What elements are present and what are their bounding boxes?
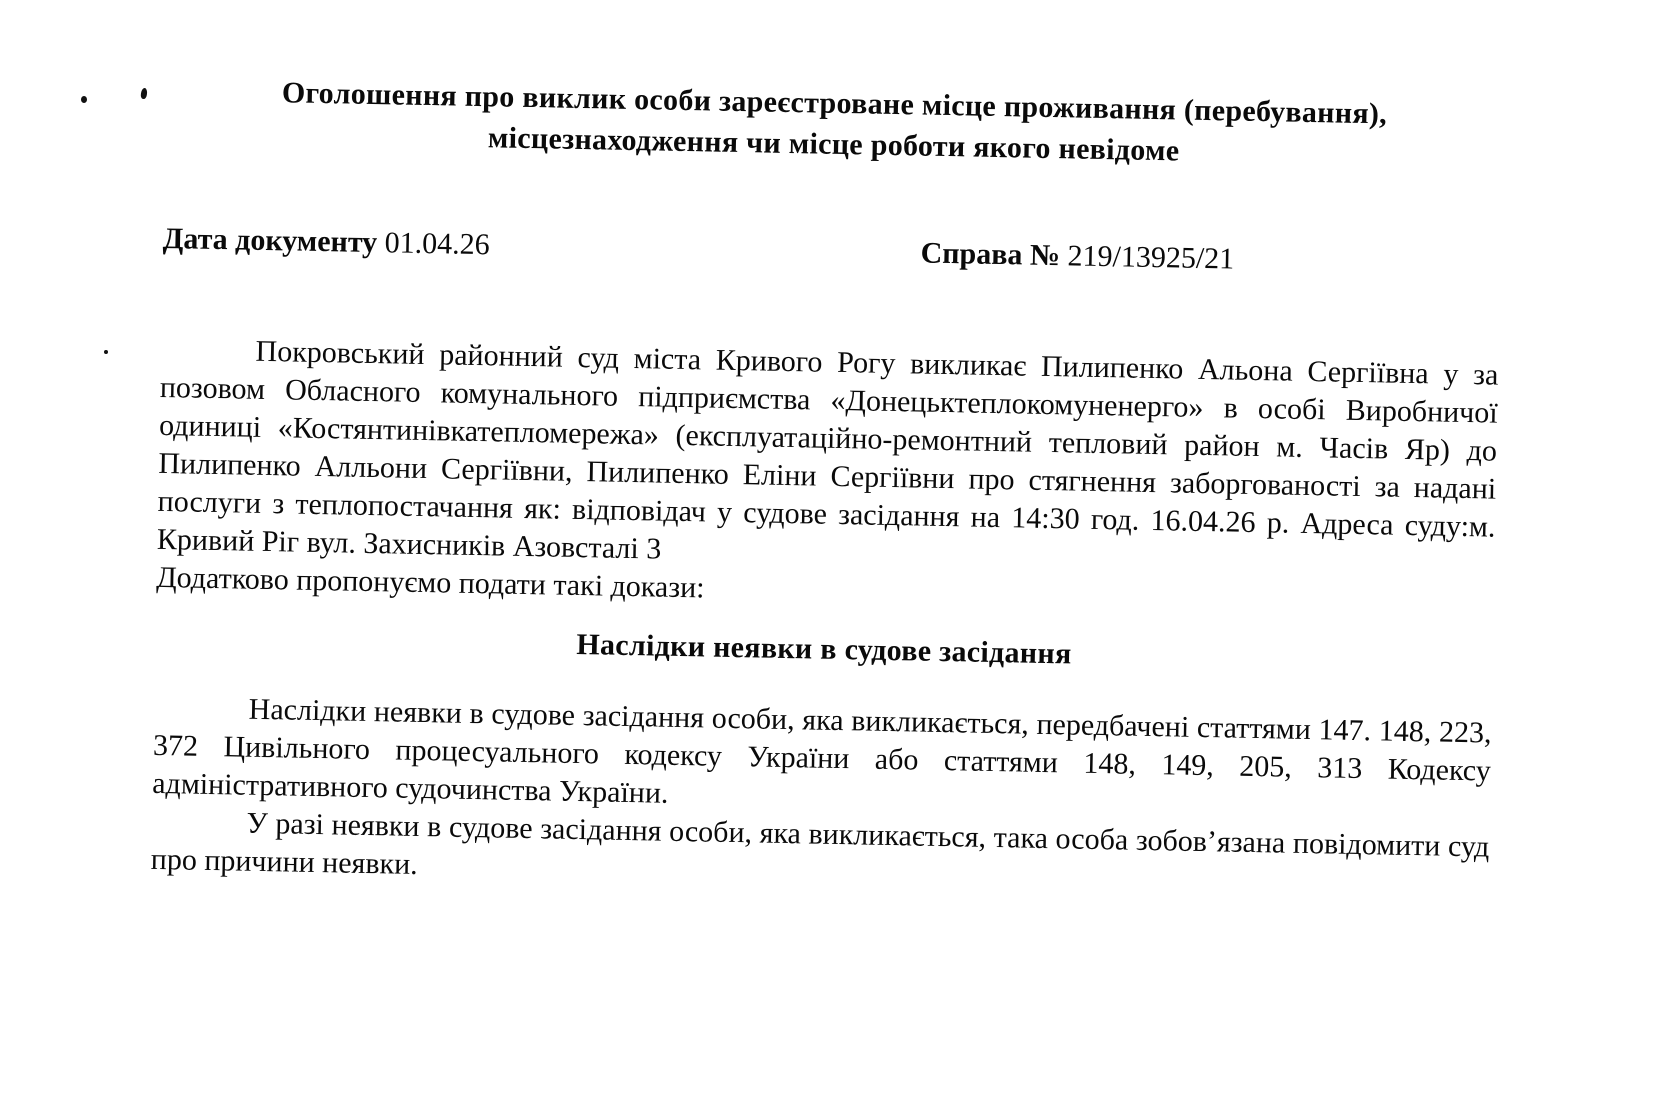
evidence-note: Додатково пропонуємо подати такі докази:	[155, 560, 705, 605]
section-heading: Наслідки неявки в судове засідання	[576, 627, 1072, 671]
document-date-label: Дата документу	[162, 221, 378, 260]
scan-speck	[104, 350, 108, 354]
meta-row	[162, 218, 1501, 285]
document-title-line1: Оголошення про виклик особи зареєстроване місце проживання (перебування),	[281, 76, 1388, 131]
case-number	[920, 233, 1234, 280]
case-number-value: 219/13925/21	[1067, 239, 1235, 276]
scan-speck	[140, 88, 147, 100]
document-date-value: 01.04.26	[384, 226, 491, 262]
summons-paragraph: Покровський районний суд міста Кривого Рогу викликає Пилипенко Альона Сергіївна у за позовом Обласного комунального підприємства «Донецьктеплокомуненерго» в особі Виробничої одиниці «Костянтинівкатепломережа» (експлуатаційно-ремонтний тепловий район м. Часів Яр) до Пилипенко Алльони Сергіївни, Пилипенко Еліни Сергіївни про стягнення заборгованості за надані послуги з теплопостачання як: відповідач у судове засідання на 14:30 год. 16.04.26 р. Адреса суду:м. Кривий Ріг вул. Захисників Азовсталі 3	[156, 334, 1499, 566]
document-date	[162, 222, 490, 261]
document-content	[150, 70, 1503, 905]
consequences-paragraph: Наслідки неявки в судове засідання особи, яка викликається, передбачені статтями 147. 148, 223, 372 Цивільного процесуального кодексу України або статтями 148, 149, 205, 313 Кодексу адміністративного судочинства України.	[151, 692, 1492, 810]
document-title-line2: місцезнаходження чи місце роботи якого невідоме	[487, 121, 1180, 168]
obligation-paragraph: У разі неявки в судове засідання особи, яка викликається, така особа зобов’язана повідомити суд про причини неявки.	[150, 806, 1490, 881]
case-number-label: Справа №	[920, 236, 1061, 273]
document-title	[164, 70, 1503, 178]
scan-speck	[81, 96, 87, 103]
